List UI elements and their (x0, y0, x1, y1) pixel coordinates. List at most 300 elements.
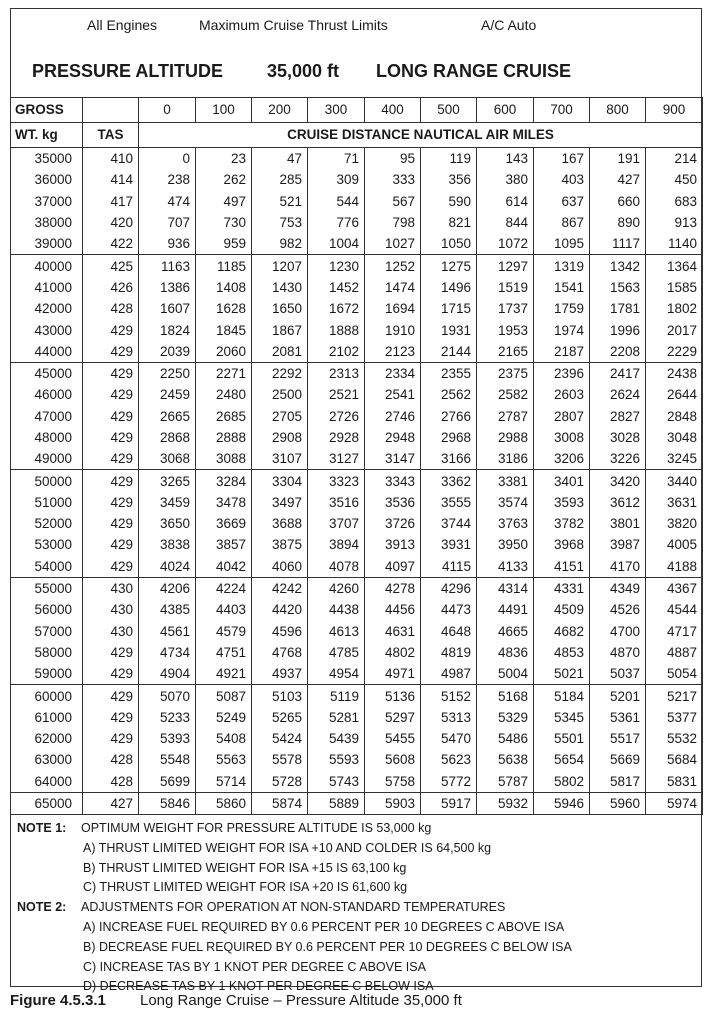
distance-cell: 309 (308, 169, 365, 190)
table-row (11, 556, 703, 578)
distance-cell: 95 (365, 148, 421, 170)
distance-cell: 2060 (196, 341, 252, 363)
distance-cell: 4005 (646, 534, 703, 555)
tas-cell: 430 (83, 577, 139, 599)
distance-cell: 2313 (308, 362, 365, 384)
distance-cell: 4802 (365, 642, 421, 663)
note2-label: NOTE 2: (17, 900, 67, 915)
distance-cell: 5313 (421, 707, 477, 728)
table-row (11, 406, 703, 427)
distance-cell: 3820 (646, 513, 703, 534)
distance-cell: 2459 (139, 384, 196, 405)
distance-cell: 47 (252, 148, 308, 170)
col-header: 600 (477, 98, 534, 123)
table-row (11, 685, 703, 707)
table-row (11, 277, 703, 298)
tas-cell: 428 (83, 749, 139, 770)
distance-cell: 3323 (308, 470, 365, 492)
distance-cell: 1140 (646, 233, 703, 255)
distance-cell: 4078 (308, 556, 365, 578)
col-header: 200 (252, 98, 308, 123)
distance-cell: 2582 (477, 384, 534, 405)
distance-cell: 3068 (139, 448, 196, 470)
distance-cell: 3838 (139, 534, 196, 555)
header-title (11, 61, 701, 85)
distance-cell: 5037 (590, 663, 646, 685)
distance-cell: 4937 (252, 663, 308, 685)
distance-cell: 3401 (534, 470, 590, 492)
distance-cell: 3555 (421, 492, 477, 513)
distance-cell: 4561 (139, 621, 196, 642)
distance-cell: 2521 (308, 384, 365, 405)
distance-cell: 5846 (139, 792, 196, 814)
distance-cell: 5817 (590, 771, 646, 793)
note2-item: B) DECREASE FUEL REQUIRED BY 0.6 PERCENT PER 10 DEGREES C BELOW ISA (83, 939, 572, 954)
distance-cell: 2848 (646, 406, 703, 427)
subheader-row (11, 123, 703, 148)
distance-cell: 403 (534, 169, 590, 190)
distance-cell: 5548 (139, 749, 196, 770)
distance-cell: 71 (308, 148, 365, 170)
distance-cell: 4024 (139, 556, 196, 578)
tas-cell: 417 (83, 191, 139, 212)
distance-cell: 1845 (196, 319, 252, 340)
distance-cell: 3707 (308, 513, 365, 534)
distance-cell: 5743 (308, 771, 365, 793)
distance-cell: 2081 (252, 341, 308, 363)
distance-cell: 2603 (534, 384, 590, 405)
distance-cell: 5608 (365, 749, 421, 770)
distance-cell: 3782 (534, 513, 590, 534)
distance-cell: 3304 (252, 470, 308, 492)
engines-label: All Engines (87, 17, 158, 33)
gross-weight-cell: 52000 (11, 513, 83, 534)
distance-cell: 4613 (308, 621, 365, 642)
distance-cell: 2868 (139, 427, 196, 448)
distance-cell: 1386 (139, 277, 196, 298)
distance-cell: 4349 (590, 577, 646, 599)
distance-cell: 4682 (534, 621, 590, 642)
distance-cell: 1781 (590, 298, 646, 319)
tas-cell: 425 (83, 255, 139, 277)
gross-weight-cell: 43000 (11, 319, 83, 340)
distance-cell: 1095 (534, 233, 590, 255)
note2-text: ADJUSTMENTS FOR OPERATION AT NON-STANDARD TEMPERATURES (81, 900, 506, 915)
distance-cell: 214 (646, 148, 703, 170)
distance-cell: 5758 (365, 771, 421, 793)
distance-cell: 3048 (646, 427, 703, 448)
distance-cell: 1072 (477, 233, 534, 255)
distance-cell: 5217 (646, 685, 703, 707)
distance-cell: 4596 (252, 621, 308, 642)
tas-cell: 429 (83, 319, 139, 340)
distance-cell: 4717 (646, 621, 703, 642)
distance-cell: 4734 (139, 642, 196, 663)
distance-cell: 5201 (590, 685, 646, 707)
distance-cell: 2827 (590, 406, 646, 427)
distance-cell: 1230 (308, 255, 365, 277)
distance-cell: 1496 (421, 277, 477, 298)
table-row (11, 233, 703, 255)
gross-weight-cell: 59000 (11, 663, 83, 685)
gross-weight-cell: 56000 (11, 599, 83, 620)
distance-cell: 5932 (477, 792, 534, 814)
distance-cell: 5377 (646, 707, 703, 728)
distance-cell: 5960 (590, 792, 646, 814)
distance-cell: 2500 (252, 384, 308, 405)
distance-cell: 1207 (252, 255, 308, 277)
distance-cell: 567 (365, 191, 421, 212)
distance-cell: 3857 (196, 534, 252, 555)
distance-cell: 5728 (252, 771, 308, 793)
gross-weight-cell: 37000 (11, 191, 83, 212)
distance-cell: 5714 (196, 771, 252, 793)
distance-cell: 5070 (139, 685, 196, 707)
distance-cell: 2396 (534, 362, 590, 384)
distance-cell: 2807 (534, 406, 590, 427)
distance-cell: 4921 (196, 663, 252, 685)
distance-cell: 4278 (365, 577, 421, 599)
distance-cell: 3744 (421, 513, 477, 534)
tas-cell: 429 (83, 663, 139, 685)
distance-cell: 5772 (421, 771, 477, 793)
distance-cell: 2685 (196, 406, 252, 427)
gross-weight-cell: 47000 (11, 406, 83, 427)
distance-cell: 3008 (534, 427, 590, 448)
distance-cell: 2165 (477, 341, 534, 363)
distance-cell: 3028 (590, 427, 646, 448)
distance-cell: 1867 (252, 319, 308, 340)
distance-cell: 3265 (139, 470, 196, 492)
gross-weight-cell: 53000 (11, 534, 83, 555)
distance-cell: 3362 (421, 470, 477, 492)
distance-cell: 5787 (477, 771, 534, 793)
distance-cell: 2665 (139, 406, 196, 427)
distance-cell: 2968 (421, 427, 477, 448)
table-row (11, 362, 703, 384)
distance-cell: 2726 (308, 406, 365, 427)
distance-cell: 4768 (252, 642, 308, 663)
distance-cell: 4188 (646, 556, 703, 578)
distance-cell: 5874 (252, 792, 308, 814)
col-header: 100 (196, 98, 252, 123)
distance-cell: 3206 (534, 448, 590, 470)
distance-cell: 2334 (365, 362, 421, 384)
distance-cell: 5684 (646, 749, 703, 770)
distance-cell: 5974 (646, 792, 703, 814)
distance-cell: 2123 (365, 341, 421, 363)
distance-cell: 497 (196, 191, 252, 212)
gross-weight-cell: 61000 (11, 707, 83, 728)
distance-cell: 3968 (534, 534, 590, 555)
table-row (11, 448, 703, 470)
distance-cell: 333 (365, 169, 421, 190)
distance-cell: 5393 (139, 728, 196, 749)
distance-cell: 1430 (252, 277, 308, 298)
distance-cell: 1888 (308, 319, 365, 340)
distance-cell: 191 (590, 148, 646, 170)
distance-cell: 3088 (196, 448, 252, 470)
col-header: 900 (646, 98, 703, 123)
tas-cell: 429 (83, 384, 139, 405)
distance-cell: 3166 (421, 448, 477, 470)
distance-cell: 450 (646, 169, 703, 190)
distance-cell: 2417 (590, 362, 646, 384)
col-header: 0 (139, 98, 196, 123)
distance-cell: 4296 (421, 577, 477, 599)
distance-cell: 238 (139, 169, 196, 190)
distance-cell: 890 (590, 212, 646, 233)
distance-cell: 4836 (477, 642, 534, 663)
distance-cell: 4491 (477, 599, 534, 620)
distance-cell: 4151 (534, 556, 590, 578)
table-row (11, 749, 703, 770)
tas-cell: 429 (83, 707, 139, 728)
distance-cell: 1824 (139, 319, 196, 340)
altitude-label: PRESSURE ALTITUDE (32, 61, 224, 81)
distance-cell: 5532 (646, 728, 703, 749)
distance-cell: 3593 (534, 492, 590, 513)
distance-cell: 167 (534, 148, 590, 170)
note-1 (11, 819, 701, 839)
tas-cell: 410 (83, 148, 139, 170)
distance-cell: 3801 (590, 513, 646, 534)
note-2 (11, 898, 701, 918)
tas-cell: 429 (83, 362, 139, 384)
tas-label: TAS (83, 123, 139, 148)
table-row (11, 599, 703, 620)
distance-cell: 2787 (477, 406, 534, 427)
gross-weight-cell: 63000 (11, 749, 83, 770)
distance-cell: 4987 (421, 663, 477, 685)
distance-cell: 2271 (196, 362, 252, 384)
distance-cell: 143 (477, 148, 534, 170)
distance-cell: 1996 (590, 319, 646, 340)
tas-cell: 429 (83, 534, 139, 555)
distance-cell: 3875 (252, 534, 308, 555)
distance-cell: 2908 (252, 427, 308, 448)
gross-weight-cell: 38000 (11, 212, 83, 233)
distance-cell: 4314 (477, 577, 534, 599)
table-row (11, 470, 703, 492)
distance-cell: 3536 (365, 492, 421, 513)
distance-cell: 2102 (308, 341, 365, 363)
table-row (11, 341, 703, 363)
tas-cell: 429 (83, 685, 139, 707)
distance-cell: 3913 (365, 534, 421, 555)
distance-cell: 2355 (421, 362, 477, 384)
distance-cell: 4648 (421, 621, 477, 642)
distance-cell: 4420 (252, 599, 308, 620)
distance-cell: 119 (421, 148, 477, 170)
distance-cell: 3497 (252, 492, 308, 513)
distance-cell: 4438 (308, 599, 365, 620)
distance-cell: 4954 (308, 663, 365, 685)
gross-weight-cell: 62000 (11, 728, 83, 749)
distance-cell: 3574 (477, 492, 534, 513)
distance-cell: 3931 (421, 534, 477, 555)
distance-cell: 2888 (196, 427, 252, 448)
distance-cell: 5345 (534, 707, 590, 728)
distance-cell: 3650 (139, 513, 196, 534)
tas-cell: 429 (83, 341, 139, 363)
gross-weight-cell: 45000 (11, 362, 83, 384)
distance-cell: 5802 (534, 771, 590, 793)
distance-cell: 4206 (139, 577, 196, 599)
distance-cell: 1694 (365, 298, 421, 319)
table-row (11, 771, 703, 793)
note1-item: B) THRUST LIMITED WEIGHT FOR ISA +15 IS 63,100 kg (83, 860, 407, 875)
distance-cell: 637 (534, 191, 590, 212)
distance-cell: 3950 (477, 534, 534, 555)
distance-cell: 4367 (646, 577, 703, 599)
distance-cell: 5329 (477, 707, 534, 728)
cruise-distance-table (10, 97, 703, 815)
distance-cell: 2624 (590, 384, 646, 405)
tas-cell: 422 (83, 233, 139, 255)
distance-cell: 1474 (365, 277, 421, 298)
table-row (11, 513, 703, 534)
altitude-value: 35,000 ft (267, 61, 340, 81)
distance-cell: 4544 (646, 599, 703, 620)
note2-item: D) DECREASE TAS BY 1 KNOT PER DEGREE C BELOW ISA (83, 979, 434, 994)
table-row (11, 642, 703, 663)
table-row (11, 191, 703, 212)
distance-cell: 5408 (196, 728, 252, 749)
note1-item: C) THRUST LIMITED WEIGHT FOR ISA +20 IS 61,600 kg (83, 880, 408, 895)
distance-cell: 5103 (252, 685, 308, 707)
gross-weight-cell: 58000 (11, 642, 83, 663)
tas-cell: 428 (83, 298, 139, 319)
distance-cell: 380 (477, 169, 534, 190)
distance-cell: 4904 (139, 663, 196, 685)
distance-cell: 4700 (590, 621, 646, 642)
distance-cell: 5184 (534, 685, 590, 707)
header-conditions (11, 17, 701, 37)
note2-item: A) INCREASE FUEL REQUIRED BY 0.6 PERCENT PER 10 DEGREES C ABOVE ISA (83, 919, 565, 934)
distance-cell: 5136 (365, 685, 421, 707)
distance-cell: 4473 (421, 599, 477, 620)
distance-cell: 5699 (139, 771, 196, 793)
figure-number: Figure 4.5.3.1 (10, 992, 106, 1009)
distance-cell: 660 (590, 191, 646, 212)
distance-cell: 3516 (308, 492, 365, 513)
tas-cell: 420 (83, 212, 139, 233)
distance-cell: 4403 (196, 599, 252, 620)
table-row (11, 663, 703, 685)
distance-cell: 2292 (252, 362, 308, 384)
distance-cell: 4631 (365, 621, 421, 642)
gross-weight-cell: 54000 (11, 556, 83, 578)
distance-cell: 753 (252, 212, 308, 233)
distance-cell: 5623 (421, 749, 477, 770)
distance-cell: 5563 (196, 749, 252, 770)
distance-cell: 2766 (421, 406, 477, 427)
distance-cell: 3381 (477, 470, 534, 492)
distance-cell: 521 (252, 191, 308, 212)
gross-weight-cell: 60000 (11, 685, 83, 707)
distance-cell: 844 (477, 212, 534, 233)
distance-cell: 1342 (590, 255, 646, 277)
distance-cell: 4971 (365, 663, 421, 685)
distance-cell: 2988 (477, 427, 534, 448)
distance-cell: 913 (646, 212, 703, 233)
distance-cell: 4526 (590, 599, 646, 620)
distance-cell: 4242 (252, 577, 308, 599)
distance-cell: 5889 (308, 792, 365, 814)
distance-cell: 2948 (365, 427, 421, 448)
distance-cell: 4819 (421, 642, 477, 663)
table-row (11, 319, 703, 340)
tas-cell: 430 (83, 599, 139, 620)
table-row (11, 577, 703, 599)
table-row (11, 255, 703, 277)
distance-cell: 3245 (646, 448, 703, 470)
distance-cell: 3343 (365, 470, 421, 492)
gross-weight-cell: 49000 (11, 448, 83, 470)
distance-cell: 2187 (534, 341, 590, 363)
tas-cell: 429 (83, 448, 139, 470)
gross-label: GROSS (11, 98, 83, 123)
distance-cell: 5470 (421, 728, 477, 749)
chart-frame (10, 8, 702, 994)
distance-cell: 5669 (590, 749, 646, 770)
distance-cell: 1974 (534, 319, 590, 340)
distance-cell: 1452 (308, 277, 365, 298)
table-row (11, 427, 703, 448)
distance-cell: 1252 (365, 255, 421, 277)
distance-cell: 5297 (365, 707, 421, 728)
distance-cell: 3127 (308, 448, 365, 470)
distance-cell: 5501 (534, 728, 590, 749)
distance-cell: 2562 (421, 384, 477, 405)
tas-cell: 429 (83, 492, 139, 513)
distance-cell: 1319 (534, 255, 590, 277)
distance-cell: 1050 (421, 233, 477, 255)
cruise-mode: LONG RANGE CRUISE (376, 61, 572, 81)
tas-cell: 426 (83, 277, 139, 298)
distance-cell: 1953 (477, 319, 534, 340)
distance-cell: 5654 (534, 749, 590, 770)
distance-cell: 285 (252, 169, 308, 190)
distance-cell: 3284 (196, 470, 252, 492)
gross-weight-cell: 36000 (11, 169, 83, 190)
distance-cell: 262 (196, 169, 252, 190)
distance-cell: 4853 (534, 642, 590, 663)
distance-cell: 4887 (646, 642, 703, 663)
note1-text: OPTIMUM WEIGHT FOR PRESSURE ALTITUDE IS 53,000 kg (81, 821, 432, 835)
tas-cell: 429 (83, 470, 139, 492)
distance-cell: 4260 (308, 577, 365, 599)
gross-weight-cell: 57000 (11, 621, 83, 642)
distance-cell: 1759 (534, 298, 590, 319)
distance-cell: 4751 (196, 642, 252, 663)
gross-weight-cell: 50000 (11, 470, 83, 492)
distance-cell: 1364 (646, 255, 703, 277)
gross-weight-cell: 35000 (11, 148, 83, 170)
distance-cell: 5455 (365, 728, 421, 749)
table-row (11, 792, 703, 814)
distance-cell: 2644 (646, 384, 703, 405)
distance-cell: 4785 (308, 642, 365, 663)
distance-cell: 23 (196, 148, 252, 170)
distance-cell: 1027 (365, 233, 421, 255)
distance-cell: 3631 (646, 492, 703, 513)
distance-cell: 427 (590, 169, 646, 190)
distance-cell: 821 (421, 212, 477, 233)
weight-label: WT. kg (11, 123, 83, 148)
distance-cell: 3478 (196, 492, 252, 513)
